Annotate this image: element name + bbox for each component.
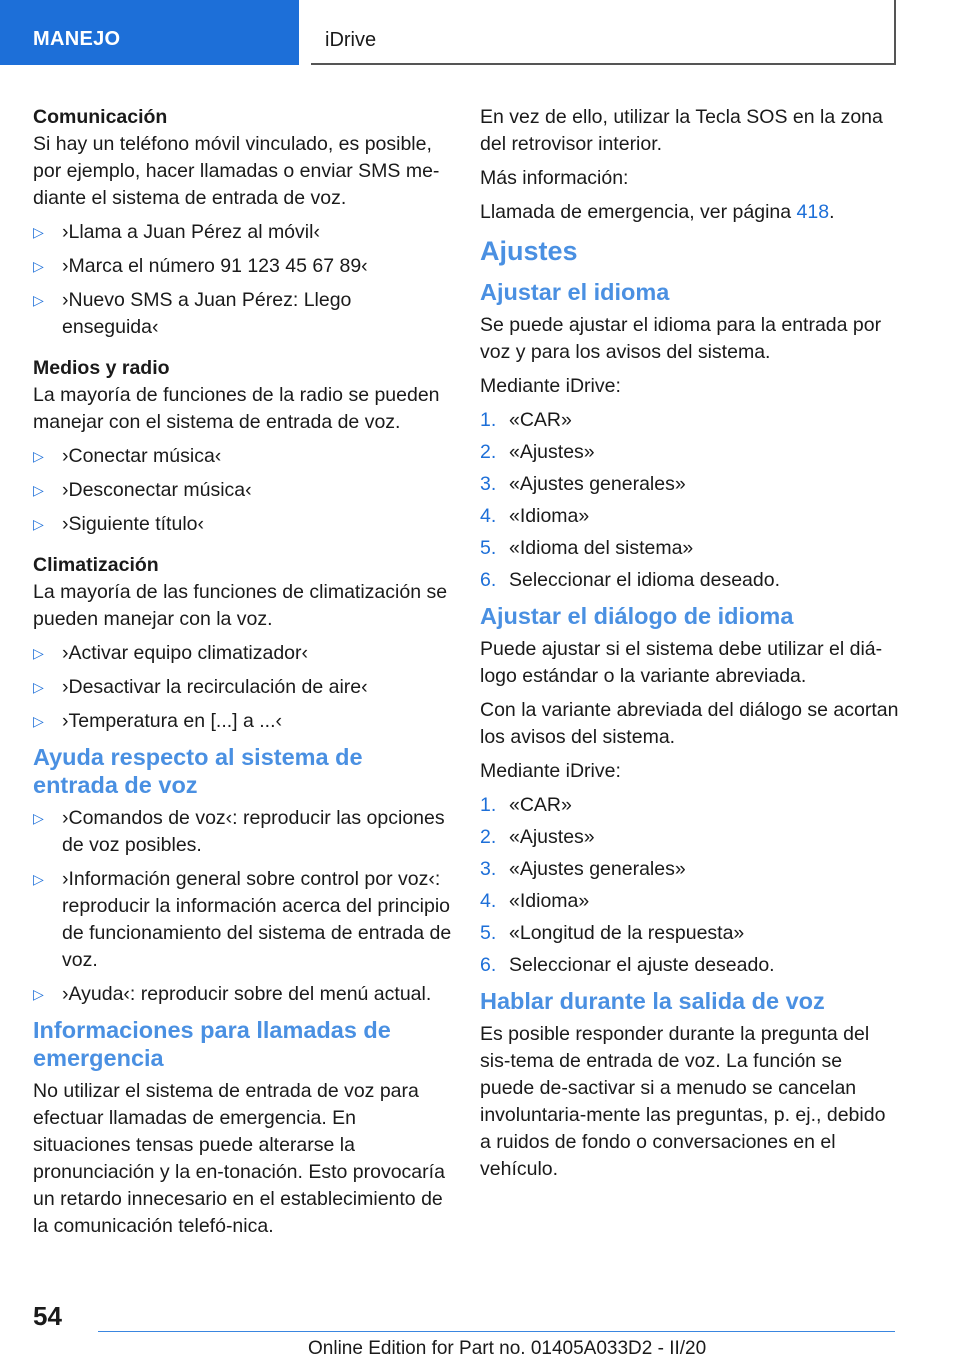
step-item: 5. «Idioma del sistema» <box>480 537 694 559</box>
step-item: 4. «Idioma» <box>480 505 590 527</box>
paragraph: Más información: <box>480 167 629 189</box>
left-column <box>33 104 453 1247</box>
heading-idioma: Ajustar el idioma <box>480 279 670 305</box>
triangle-bullet-icon: ▷ <box>33 258 44 274</box>
heading-ayuda: Ayuda respecto al sistema de entrada de voz <box>33 744 363 798</box>
list-item: ▷ ›Temperatura en [...] a ...‹ <box>33 708 453 735</box>
triangle-bullet-icon: ▷ <box>33 679 44 695</box>
list-item: ▷ ›Marca el número 91 123 45 67 89‹ <box>33 253 453 280</box>
paragraph: En vez de ello, utilizar la Tecla SOS en la zona del retrovisor interior. <box>480 106 883 155</box>
subheading-comunicacion: Comunicación <box>33 106 168 128</box>
section-tab <box>0 0 299 65</box>
step-item: 3. «Ajustes generales» <box>480 473 686 495</box>
triangle-bullet-icon: ▷ <box>33 516 44 532</box>
paragraph: Es posible responder durante la pregunta del sis-tema de entrada de voz. La función se puede de-sactivar si a menudo se cancelan involuntaria-mente las preguntas, p. ej., debido a ruidos de fondo o conversaciones en el vehículo. <box>480 1023 886 1180</box>
triangle-bullet-icon: ▷ <box>33 292 44 308</box>
step-item: 6. Seleccionar el idioma deseado. <box>480 569 781 591</box>
triangle-bullet-icon: ▷ <box>33 448 44 464</box>
paragraph: Llamada de emergencia, ver página 418. <box>480 201 835 223</box>
step-item: 4. «Idioma» <box>480 890 590 912</box>
step-item: 2. «Ajustes» <box>480 441 595 463</box>
paragraph: La mayoría de las funciones de climatización se pueden manejar con la voz. <box>33 581 448 630</box>
triangle-bullet-icon: ▷ <box>33 482 44 498</box>
subheading-clima: Climatización <box>33 554 159 576</box>
paragraph: Puede ajustar si el sistema debe utilizar el diá-logo estándar o la variante abreviada. <box>480 638 883 687</box>
edition-footer: Online Edition for Part no. 01405A033D2 - II/20 <box>308 1338 707 1359</box>
step-item: 6. Seleccionar el ajuste deseado. <box>480 954 775 976</box>
heading-ajustes: Ajustes <box>480 236 578 266</box>
paragraph: Si hay un teléfono móvil vinculado, es posible, por ejemplo, hacer llamadas o enviar SMS me-diante el sistema de entrada de voz. <box>33 133 440 209</box>
paragraph: La mayoría de funciones de la radio se pueden manejar con el sistema de entrada de voz. <box>33 384 440 433</box>
heading-dialogo: Ajustar el diálogo de idioma <box>480 603 794 629</box>
list-item: ▷ ›Conectar música‹ <box>33 443 453 470</box>
triangle-bullet-icon: ▷ <box>33 713 44 729</box>
right-column <box>480 104 900 1190</box>
paragraph: Se puede ajustar el idioma para la entrada por voz y para los avisos del sistema. <box>480 314 882 363</box>
step-item: 3. «Ajustes generales» <box>480 858 686 880</box>
triangle-bullet-icon: ▷ <box>33 810 44 826</box>
list-item: ▷ ›Comandos de voz‹: reproducir las opciones de voz posibles. <box>33 807 445 856</box>
subheading-medios: Medios y radio <box>33 357 170 379</box>
heading-emergencia: Informaciones para llamadas de emergencia <box>33 1017 391 1071</box>
page-number: 54 <box>33 1301 62 1331</box>
triangle-bullet-icon: ▷ <box>33 871 44 887</box>
list-item: ▷ ›Siguiente título‹ <box>33 511 453 538</box>
footer-divider <box>98 1331 895 1332</box>
triangle-bullet-icon: ▷ <box>33 645 44 661</box>
list-item: ▷ ›Información general sobre control por voz‹: reproducir la información acerca del principio de funcionamiento del sistema de entrada de voz. <box>33 868 452 971</box>
step-item: 1. «CAR» <box>480 794 572 816</box>
paragraph: No utilizar el sistema de entrada de voz para efectuar llamadas de emergencia. En situaciones tensas puede alterarse la pronunciación y la en-tonación. Esto provocaría un retardo innecesario en el establecimiento de la comunicación telefó-nica. <box>33 1080 445 1237</box>
triangle-bullet-icon: ▷ <box>33 986 44 1002</box>
section-title: MANEJO <box>33 28 121 50</box>
chapter-title: iDrive <box>325 29 377 51</box>
list-item: ▷ ›Desactivar la recirculación de aire‹ <box>33 674 453 701</box>
paragraph: Mediante iDrive: <box>480 375 621 397</box>
step-item: 5. «Longitud de la respuesta» <box>480 922 745 944</box>
step-item: 2. «Ajustes» <box>480 826 595 848</box>
list-item: ▷ ›Ayuda‹: reproducir sobre del menú actual. <box>33 981 453 1008</box>
list-item: ▷ ›Llama a Juan Pérez al móvil‹ <box>33 219 453 246</box>
triangle-bullet-icon: ▷ <box>33 224 44 240</box>
step-item: 1. «CAR» <box>480 409 572 431</box>
list-item: ▷ ›Desconectar música‹ <box>33 477 453 504</box>
heading-hablar: Hablar durante la salida de voz <box>480 988 825 1014</box>
paragraph: Mediante iDrive: <box>480 760 621 782</box>
list-item: ▷ ›Activar equipo climatizador‹ <box>33 640 453 667</box>
paragraph: Con la variante abreviada del diálogo se acortan los avisos del sistema. <box>480 699 899 748</box>
page-link[interactable]: 418 <box>796 201 830 223</box>
chapter-header <box>311 0 896 65</box>
list-item: ▷ ›Nuevo SMS a Juan Pérez: Llego enseguida‹ <box>33 289 352 338</box>
